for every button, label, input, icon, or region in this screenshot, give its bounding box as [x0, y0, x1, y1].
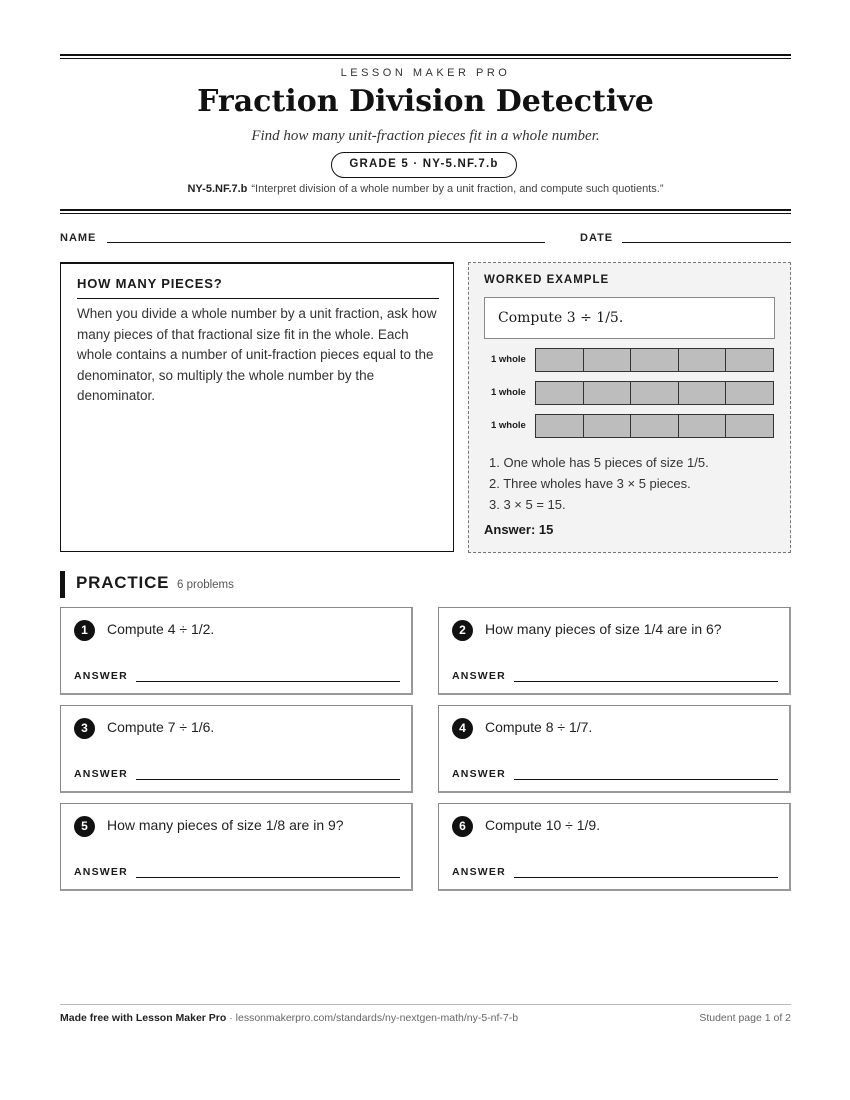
practice-problem-card: [60, 803, 413, 891]
fraction-bar-piece: [631, 415, 679, 437]
practice-accent-bar: [60, 571, 65, 598]
fraction-bar-piece: [631, 349, 679, 371]
problem-number-badge: 2: [452, 620, 473, 641]
problem-question: Compute 4 ÷ 1/2.: [107, 621, 215, 637]
fraction-bar: [535, 381, 774, 405]
header-top-rule: [60, 54, 791, 59]
concept-body: When you divide a whole number by a unit fraction, ask how many pieces of that fractional size fit in the whole. Each whole contains a number of unit-fraction pieces equal to the denominator, so multiply the whole number by the denominator.: [77, 306, 437, 403]
fraction-bar-row: [484, 414, 774, 438]
worked-example-steps: [489, 452, 709, 515]
worked-example-box: [468, 262, 791, 553]
problem-number-badge: 3: [74, 718, 95, 739]
footer-credit: [60, 1012, 518, 1024]
answer-line[interactable]: [136, 779, 400, 780]
answer-label: ANSWER: [74, 866, 128, 878]
problem-number-badge: 4: [452, 718, 473, 739]
fraction-bar-row: [484, 348, 774, 372]
worksheet-page: [60, 0, 791, 1100]
practice-problem-card: [60, 607, 413, 695]
name-line[interactable]: [107, 242, 545, 243]
practice-title: PRACTICE: [76, 573, 170, 592]
answer-label: ANSWER: [452, 768, 506, 780]
fraction-bar-label: 1 whole: [491, 420, 526, 431]
concept-box: [60, 262, 454, 552]
fraction-bar-piece: [679, 415, 727, 437]
header-bottom-rule: [60, 209, 791, 214]
fraction-bar-label: 1 whole: [491, 354, 526, 365]
problem-number-badge: 1: [74, 620, 95, 641]
fraction-bar-piece: [584, 382, 632, 404]
worksheet-subtitle: Find how many unit-fraction pieces fit in a whole number.: [251, 128, 600, 144]
fraction-bar-label: 1 whole: [491, 387, 526, 398]
fraction-bar-piece: [679, 349, 727, 371]
worked-example-answer: Answer: 15: [484, 522, 554, 537]
problem-question: Compute 8 ÷ 1/7.: [485, 719, 593, 735]
footer-page-number: Student page 1 of 2: [699, 1012, 791, 1024]
problem-question: How many pieces of size 1/8 are in 9?: [107, 817, 344, 833]
answer-label: ANSWER: [74, 768, 128, 780]
fraction-bar-piece: [536, 349, 584, 371]
brand-name: LESSON MAKER PRO: [340, 67, 511, 79]
practice-problem-card: [438, 803, 791, 891]
footer-url[interactable]: · lessonmakerpro.com/standards/ny-nextgen-math/ny-5-nf-7-b: [226, 1012, 519, 1024]
fraction-bar-piece: [726, 349, 773, 371]
step-item: 1. One whole has 5 pieces of size 1/5.: [489, 455, 709, 470]
problem-number-badge: 5: [74, 816, 95, 837]
grade-standard-badge: GRADE 5 · NY-5.NF.7.b: [331, 152, 517, 178]
date-line[interactable]: [622, 242, 791, 243]
answer-line[interactable]: [136, 877, 400, 878]
practice-count: 6 problems: [177, 579, 234, 591]
standard-description: [60, 183, 791, 195]
answer-label: ANSWER: [452, 866, 506, 878]
practice-problem-card: [438, 607, 791, 695]
answer-label: ANSWER: [452, 670, 506, 682]
problem-question: How many pieces of size 1/4 are in 6?: [485, 621, 722, 637]
practice-problem-card: [60, 705, 413, 793]
fraction-bar-piece: [631, 382, 679, 404]
standard-text: “Interpret division of a whole number by a unit fraction, and compute such quotients.”: [251, 183, 664, 195]
answer-line[interactable]: [514, 779, 778, 780]
fraction-bar-piece: [536, 382, 584, 404]
fraction-bar: [535, 348, 774, 372]
problem-number-badge: 6: [452, 816, 473, 837]
worked-example-title: WORKED EXAMPLE: [484, 274, 610, 286]
answer-line[interactable]: [514, 681, 778, 682]
footer-rule: [60, 1004, 791, 1005]
step-item: 3. 3 × 5 = 15.: [489, 497, 566, 512]
fraction-bar-piece: [584, 415, 632, 437]
problem-question: Compute 7 ÷ 1/6.: [107, 719, 215, 735]
answer-line[interactable]: [514, 877, 778, 878]
fraction-bar-piece: [726, 382, 773, 404]
answer-label: ANSWER: [74, 670, 128, 682]
name-label: NAME: [60, 232, 97, 244]
fraction-bar: [535, 414, 774, 438]
worked-example-prompt: Compute 3 ÷ 1/5.: [484, 297, 775, 339]
fraction-bar-piece: [679, 382, 727, 404]
concept-title-rule: [77, 298, 439, 299]
answer-line[interactable]: [136, 681, 400, 682]
fraction-bar-piece: [726, 415, 773, 437]
concept-title: HOW MANY PIECES?: [77, 276, 223, 291]
footer-made-with: Made free with Lesson Maker Pro: [60, 1012, 227, 1024]
problem-question: Compute 10 ÷ 1/9.: [485, 817, 601, 833]
step-item: 2. Three wholes have 3 × 5 pieces.: [489, 476, 691, 491]
date-label: DATE: [580, 232, 614, 244]
standard-code: NY-5.NF.7.b: [187, 183, 248, 195]
practice-problem-card: [438, 705, 791, 793]
fraction-bar-row: [484, 381, 774, 405]
fraction-bar-piece: [536, 415, 584, 437]
worksheet-title: Fraction Division Detective: [197, 84, 654, 119]
fraction-bar-piece: [584, 349, 632, 371]
